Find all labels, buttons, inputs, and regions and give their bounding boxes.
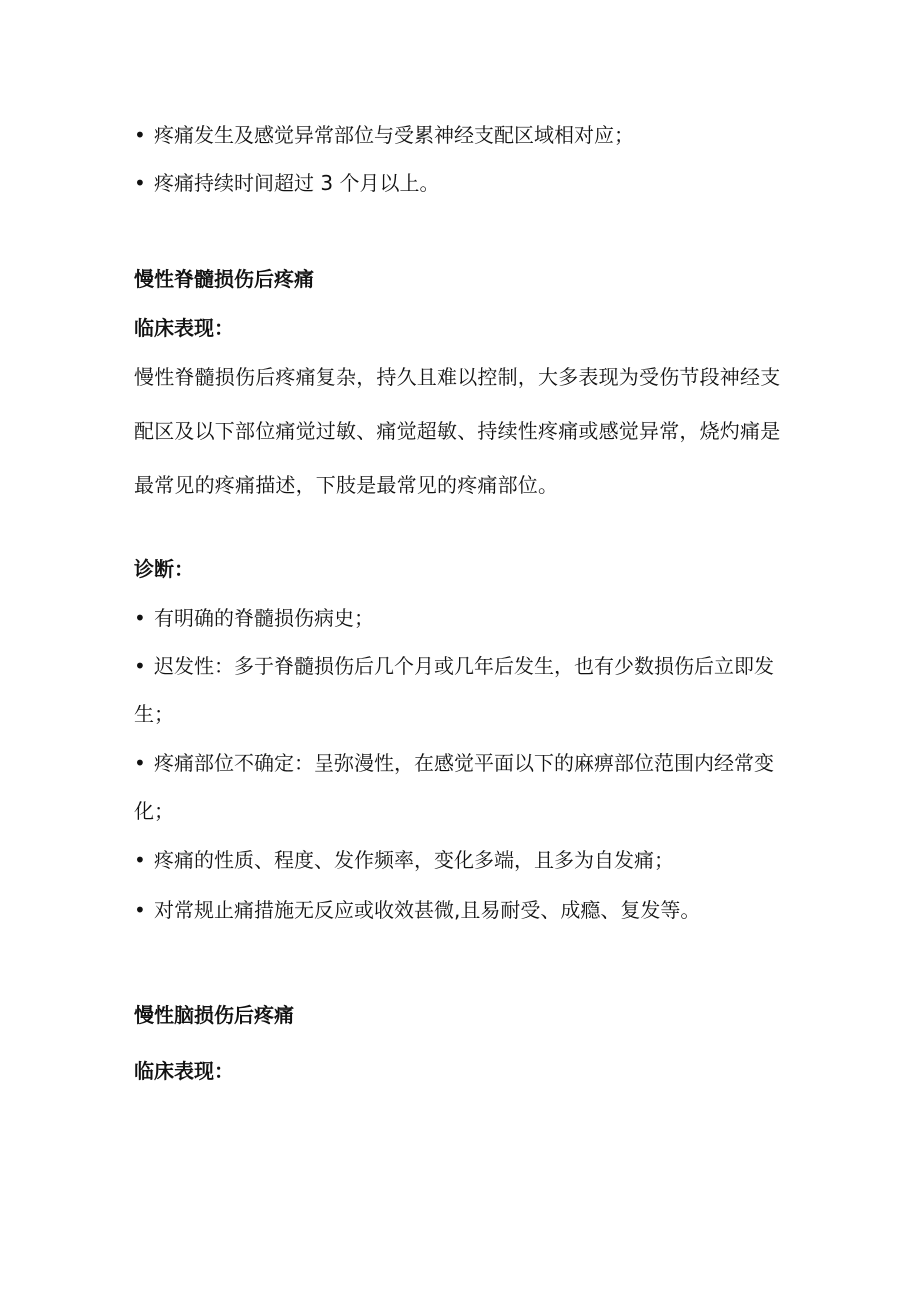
list-item-text: 疼痛发生及感觉异常部位与受累神经支配区域相对应；	[154, 123, 634, 147]
list-item	[134, 642, 794, 738]
list-item-text: 迟发性：多于脊髓损伤后几个月或几年后发生，也有少数损伤后立即发生；	[134, 654, 774, 726]
diagnosis-label: 诊断：	[134, 557, 194, 581]
bullet-marker: •	[134, 606, 146, 630]
list-item	[134, 836, 794, 884]
list-item	[134, 739, 794, 835]
list-item	[134, 159, 794, 207]
section-title: 慢性脊髓损伤后疼痛	[134, 267, 314, 291]
clinical-label: 临床表现：	[134, 1059, 234, 1083]
list-item-text: 疼痛的性质、程度、发作频率，变化多端，且多为自发痛；	[154, 848, 674, 872]
list-item-text: 疼痛部位不确定：呈弥漫性，在感觉平面以下的麻痹部位范围内经常变化；	[134, 751, 774, 823]
clinical-paragraph: 慢性脊髓损伤后疼痛复杂，持久且难以控制，大多表现为受伤节段神经支配区及以下部位痛觉过敏、痛觉超敏、持续性疼痛或感觉异常，烧灼痛是最常见的疼痛描述，下肢是最常见的疼痛部位。	[134, 365, 781, 497]
bullet-marker: •	[134, 848, 146, 872]
section-title: 慢性脑损伤后疼痛	[134, 1003, 294, 1027]
list-item	[134, 886, 794, 934]
list-item	[134, 111, 794, 159]
list-item	[134, 594, 794, 642]
bullet-marker: •	[134, 751, 146, 775]
list-item-text: 有明确的脊髓损伤病史；	[154, 606, 374, 630]
bullet-marker: •	[134, 171, 146, 195]
bullet-marker: •	[134, 123, 146, 147]
bullet-marker: •	[134, 898, 146, 922]
list-item-text: 对常规止痛措施无反应或收效甚微,且易耐受、成瘾、复发等。	[154, 898, 701, 922]
list-item-text: 疼痛持续时间超过 3 个月以上。	[154, 171, 440, 195]
bullet-marker: •	[134, 654, 146, 678]
clinical-label: 临床表现：	[134, 316, 234, 340]
